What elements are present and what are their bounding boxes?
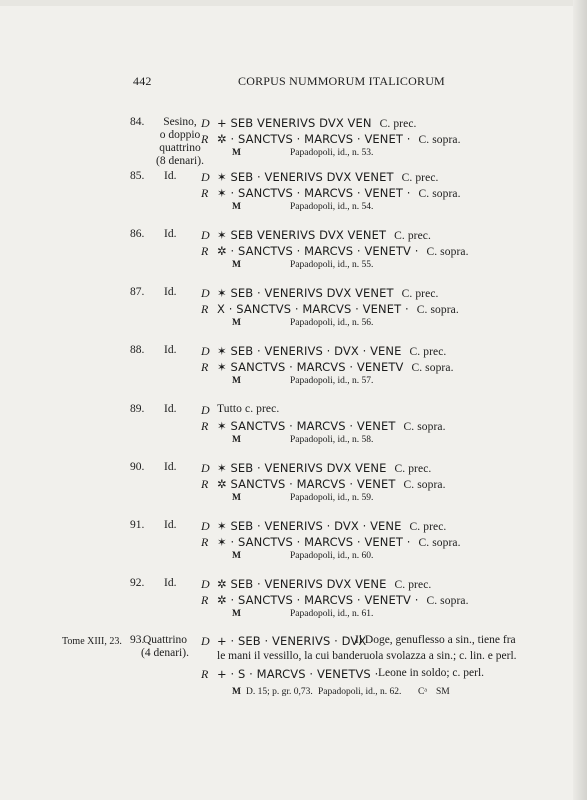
bibliographic-reference: Papadopoli, id., n. 53. bbox=[290, 148, 374, 158]
catalogue-entry bbox=[0, 461, 587, 511]
obverse-legend: + · SEB · VENERIVS · DVX · bbox=[217, 634, 374, 648]
reverse-siglum: R bbox=[201, 477, 209, 491]
denomination-line: Id. bbox=[164, 286, 177, 298]
reverse-legend bbox=[217, 132, 461, 146]
reverse-legend-text: ✶ SANCTVS · MARCVS · VENET bbox=[217, 419, 396, 433]
obverse-note: C. prec. bbox=[409, 346, 447, 358]
obverse-legend bbox=[217, 519, 446, 533]
obverse-note: C. prec. bbox=[379, 118, 417, 130]
reverse-legend: + · S · MARCVS · VENETVS · bbox=[217, 667, 379, 681]
denomination-line: Id. bbox=[164, 577, 177, 589]
catalogue-entry-93 bbox=[0, 634, 587, 714]
denomination-line: Id. bbox=[164, 344, 177, 356]
bibliographic-reference: Papadopoli, id., n. 60. bbox=[290, 551, 374, 561]
collection-mark: M bbox=[232, 435, 241, 445]
entry-number: 90. bbox=[130, 461, 145, 473]
catalogue-entry bbox=[0, 228, 587, 278]
margin-reference: Tome XIII, 23. bbox=[62, 636, 122, 647]
collection-mark: M bbox=[232, 551, 241, 561]
entry-number: 92. bbox=[130, 577, 145, 589]
obverse-siglum: D bbox=[201, 634, 210, 648]
obverse-note: C. prec. bbox=[394, 579, 432, 591]
reverse-siglum: R bbox=[201, 186, 209, 200]
entry-number: 87. bbox=[130, 286, 145, 298]
entry-number: 88. bbox=[130, 344, 145, 356]
denomination bbox=[140, 634, 190, 660]
weight-note: D. 15; p. gr. 0,73. bbox=[246, 687, 313, 697]
reverse-siglum: R bbox=[201, 667, 209, 681]
entry-number: 93. bbox=[130, 634, 145, 646]
denomination bbox=[164, 461, 176, 474]
obverse-siglum: D bbox=[201, 461, 210, 475]
reverse-legend bbox=[217, 186, 461, 200]
denomination-line: Id. bbox=[164, 170, 177, 182]
reverse-legend-text: ✲ · SANCTVS · MARCVS · VENET · bbox=[217, 132, 411, 146]
bibliographic-reference: Papadopoli, id., n. 54. bbox=[290, 202, 374, 212]
denomination-line: Id. bbox=[164, 519, 177, 531]
obverse-legend bbox=[217, 228, 431, 242]
reverse-note: C. sopra. bbox=[426, 595, 469, 607]
denomination bbox=[164, 344, 176, 357]
catalogue-entry bbox=[0, 344, 587, 394]
reverse-legend bbox=[217, 360, 454, 374]
reverse-legend bbox=[217, 244, 469, 258]
obverse-description: Il Doge, genuflesso a sin., tiene fra bbox=[355, 634, 516, 646]
obverse-legend: Tutto c. prec. bbox=[217, 403, 280, 415]
reverse-legend-text: ✶ · SANCTVS · MARCVS · VENET · bbox=[217, 535, 411, 549]
bibliographic-reference: Papadopoli, id., n. 59. bbox=[290, 493, 374, 503]
reverse-legend-text: ✶ SANCTVS · MARCVS · VENETV bbox=[217, 360, 404, 374]
catalogue-entry bbox=[0, 519, 587, 569]
obverse-note: C. prec. bbox=[409, 521, 447, 533]
entry-number: 86. bbox=[130, 228, 145, 240]
reverse-note: C. sopra. bbox=[403, 479, 446, 491]
rarity-mark: Cᵃ bbox=[418, 687, 427, 697]
obverse-legend-text: ✶ SEB VENERIVS DVX VENET bbox=[217, 228, 387, 242]
obverse-description-continued: le mani il vessillo, la cui banderuola svolazza a sin.; c. lin. e perl. bbox=[217, 650, 517, 662]
obverse-legend bbox=[217, 116, 417, 130]
reverse-legend bbox=[217, 593, 469, 607]
obverse-siglum: D bbox=[201, 116, 210, 130]
reverse-siglum: R bbox=[201, 302, 209, 316]
obverse-legend-text: ✶ SEB · VENERIVS · DVX · VENE bbox=[217, 344, 402, 358]
obverse-legend bbox=[217, 170, 439, 184]
reverse-siglum: R bbox=[201, 360, 209, 374]
catalogue-entry bbox=[0, 403, 587, 453]
obverse-siglum: D bbox=[201, 286, 210, 300]
bibliographic-reference: Papadopoli, id., n. 56. bbox=[290, 318, 374, 328]
denomination bbox=[164, 403, 176, 416]
obverse-siglum: D bbox=[201, 403, 210, 417]
reverse-siglum: R bbox=[201, 244, 209, 258]
obverse-legend-text: + SEB VENERIVS DVX VEN bbox=[217, 116, 372, 130]
entry-number: 91. bbox=[130, 519, 145, 531]
reverse-legend bbox=[217, 419, 446, 433]
obverse-legend bbox=[217, 286, 439, 300]
obverse-siglum: D bbox=[201, 344, 210, 358]
collection-mark: M bbox=[232, 202, 241, 212]
denomination-line: Quattrino bbox=[142, 634, 188, 646]
reverse-note: C. sopra. bbox=[403, 421, 446, 433]
obverse-siglum: D bbox=[201, 228, 210, 242]
denomination-line: o doppio quattrino bbox=[159, 129, 201, 154]
reverse-note: C. sopra. bbox=[411, 362, 454, 374]
page-top-edge bbox=[0, 0, 587, 6]
collection-mark: M bbox=[232, 148, 241, 158]
denomination bbox=[164, 170, 176, 183]
obverse-note: C. prec. bbox=[401, 288, 439, 300]
reverse-legend bbox=[217, 477, 446, 491]
denomination bbox=[164, 519, 176, 532]
reverse-siglum: R bbox=[201, 535, 209, 549]
reverse-legend-text: ✲ · SANCTVS · MARCVS · VENETV · bbox=[217, 244, 419, 258]
obverse-legend bbox=[217, 577, 431, 591]
denomination bbox=[164, 286, 176, 299]
entry-number: 85. bbox=[130, 170, 145, 182]
obverse-legend-text: ✶ SEB · VENERIVS DVX VENE bbox=[217, 461, 387, 475]
reverse-legend-text: ✲ SANCTVS · MARCVS · VENET bbox=[217, 477, 396, 491]
denomination-line: Id. bbox=[164, 228, 177, 240]
obverse-legend-text: ✶ SEB · VENERIVS DVX VENET bbox=[217, 286, 394, 300]
entry-number: 84. bbox=[130, 116, 145, 128]
reverse-legend bbox=[217, 302, 459, 316]
catalogue-entry bbox=[0, 286, 587, 336]
obverse-legend-text: ✶ SEB · VENERIVS DVX VENET bbox=[217, 170, 394, 184]
denomination-line: (8 denari). bbox=[156, 155, 204, 167]
running-title: CORPUS NUMMORUM ITALICORUM bbox=[238, 74, 445, 88]
bibliographic-reference: Papadopoli, id., n. 61. bbox=[290, 609, 374, 619]
reverse-siglum: R bbox=[201, 593, 209, 607]
reverse-legend-text: ✲ · SANCTVS · MARCVS · VENETV · bbox=[217, 593, 419, 607]
collection-mark: M bbox=[232, 376, 241, 386]
reverse-description: Leone in soldo; c. perl. bbox=[378, 667, 485, 679]
obverse-note: C. prec. bbox=[394, 463, 432, 475]
collection-mark: M bbox=[232, 687, 241, 697]
reverse-note: C. sopra. bbox=[426, 246, 469, 258]
bibliographic-reference: Papadopoli, id., n. 62. bbox=[318, 687, 402, 697]
collection-abbrev: SM bbox=[436, 687, 450, 697]
catalogue-entry bbox=[0, 577, 587, 627]
obverse-legend bbox=[217, 461, 431, 475]
reverse-legend-text: ✶ · SANCTVS · MARCVS · VENET · bbox=[217, 186, 411, 200]
entry-number: 89. bbox=[130, 403, 145, 415]
obverse-note: C. prec. bbox=[401, 172, 439, 184]
reverse-legend bbox=[217, 535, 461, 549]
collection-mark: M bbox=[232, 318, 241, 328]
obverse-legend-text: ✶ SEB · VENERIVS · DVX · VENE bbox=[217, 519, 402, 533]
obverse-siglum: D bbox=[201, 577, 210, 591]
collection-mark: M bbox=[232, 260, 241, 270]
bibliographic-reference: Papadopoli, id., n. 58. bbox=[290, 435, 374, 445]
denomination-line: Id. bbox=[164, 461, 177, 473]
reverse-note: C. sopra. bbox=[418, 134, 461, 146]
obverse-siglum: D bbox=[201, 170, 210, 184]
catalogue-entry bbox=[0, 116, 587, 166]
denomination-line: Id. bbox=[164, 403, 177, 415]
bibliographic-reference: Papadopoli, id., n. 55. bbox=[290, 260, 374, 270]
obverse-legend-text: ✲ SEB · VENERIVS DVX VENE bbox=[217, 577, 387, 591]
collection-mark: M bbox=[232, 493, 241, 503]
denomination bbox=[164, 228, 176, 241]
obverse-note: C. prec. bbox=[394, 230, 431, 242]
reverse-note: C. sopra. bbox=[418, 188, 461, 200]
obverse-legend bbox=[217, 344, 446, 358]
denomination bbox=[164, 577, 176, 590]
denomination-line: Sesino, bbox=[163, 116, 197, 128]
reverse-note: C. sopra. bbox=[416, 304, 459, 316]
obverse-siglum: D bbox=[201, 519, 210, 533]
collection-mark: M bbox=[232, 609, 241, 619]
reverse-note: C. sopra. bbox=[418, 537, 461, 549]
reverse-legend-text: X · SANCTVS · MARCVS · VENET · bbox=[217, 302, 409, 316]
catalogue-entry bbox=[0, 170, 587, 220]
bibliographic-reference: Papadopoli, id., n. 57. bbox=[290, 376, 374, 386]
reverse-siglum: R bbox=[201, 132, 209, 146]
reverse-siglum: R bbox=[201, 419, 209, 433]
denomination-line: (4 denari). bbox=[141, 647, 189, 659]
page-number: 442 bbox=[133, 74, 152, 88]
